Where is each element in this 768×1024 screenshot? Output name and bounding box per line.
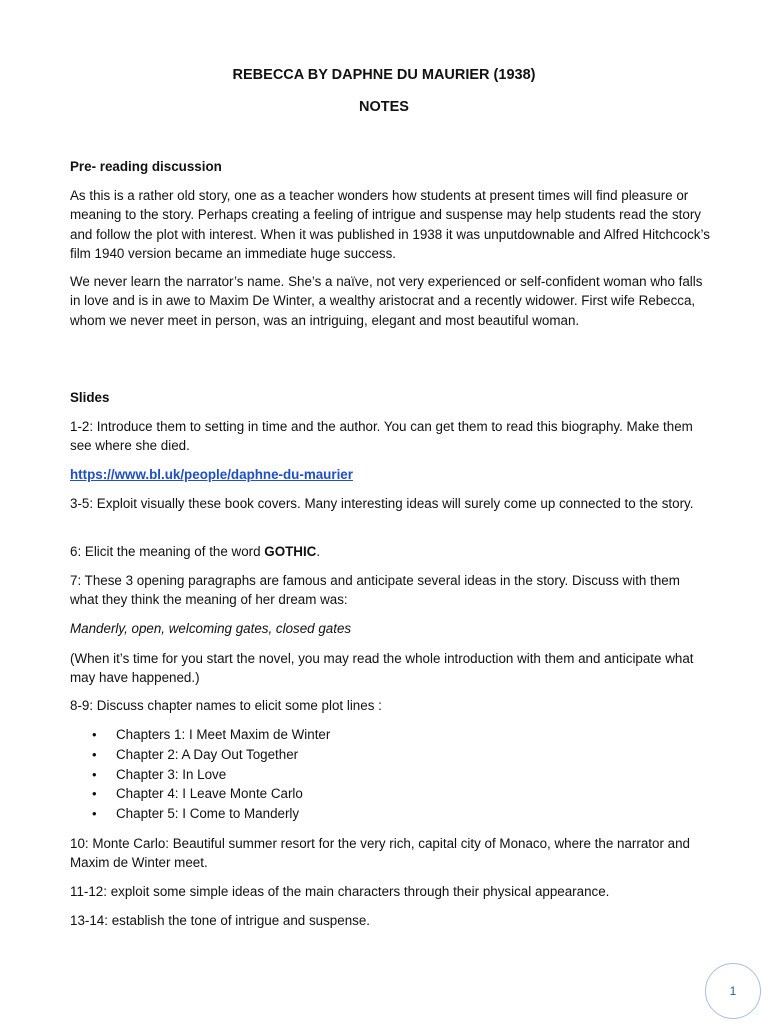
chapter-list	[70, 725, 710, 824]
slides-heading: Slides	[70, 390, 110, 405]
dream-words: Manderly, open, welcoming gates, closed gates	[70, 621, 352, 636]
paragraph-intro: As this is a rather old story, one as a teacher wonders how students at present times will find pleasure or meaning to the story. Perhaps creating a feeling of intrigue and suspense may help students read the story and follow the plot with interest. When it was published in 1938 it was unputdownable and Alfred Hitchcock’s film 1940 version became an immediate huge success.	[70, 188, 710, 261]
list-item: • Chapter 2: A Day Out Together	[70, 745, 710, 765]
biography-link-paragraph	[70, 465, 710, 484]
list-item: • Chapters 1: I Meet Maxim de Winter	[70, 725, 710, 745]
list-item: • Chapter 3: In Love	[70, 765, 710, 785]
bullet-icon: •	[92, 746, 97, 762]
slide-1-2-note: 1-2: Introduce them to setting in time and the author. You can get them to read this biography. Make them see where she died.	[70, 419, 693, 454]
list-item: • Chapter 4: I Leave Monte Carlo	[70, 784, 710, 804]
slide-7-note: 7: These 3 opening paragraphs are famous and anticipate several ideas in the story. Discuss with them what they think the meaning of her dream was:	[70, 573, 680, 608]
slide-6-prefix: 6: Elicit the meaning of the word	[70, 544, 265, 559]
pre-reading-heading: Pre- reading discussion	[70, 159, 222, 174]
bullet-icon: •	[92, 727, 97, 742]
slide-6-suffix: .	[316, 544, 321, 559]
gothic-term: GOTHIC	[264, 544, 317, 559]
document-subtitle: NOTES	[359, 99, 409, 115]
page-number-badge: 1	[705, 963, 761, 1019]
paragraph-narrator: We never learn the narrator’s name. She’s a naïve, not very experienced or self-confident woman who falls in love and is in awe to Maxim De Winter, a wealthy aristocrat and a recently widower. First wife Rebecca, whom we never meet in person, was an intriguing, elegant and most beautiful woman.	[70, 274, 703, 328]
slide-6-note	[70, 542, 710, 561]
list-item: • Chapter 5: I Come to Manderly	[70, 804, 710, 824]
bullet-icon: •	[92, 806, 97, 822]
document-title: REBECCA BY DAPHNE DU MAURIER (1938)	[232, 67, 536, 83]
slide-10-note: 10: Monte Carlo: Beautiful summer resort for the very rich, capital city of Monaco, where the narrator and Maxim de Winter meet.	[70, 836, 690, 871]
introduction-note: (When it’s time for you start the novel, you may read the whole introduction with them and anticipate what may have happened.)	[70, 651, 694, 686]
slide-8-9-note: 8-9: Discuss chapter names to elicit some plot lines :	[70, 698, 382, 713]
bullet-icon: •	[92, 766, 97, 782]
slide-11-12-note: 11-12: exploit some simple ideas of the main characters through their physical appearance.	[70, 884, 610, 899]
bullet-icon: •	[92, 786, 97, 802]
biography-link[interactable]: https://www.bl.uk/people/daphne-du-maurier	[70, 467, 353, 482]
slide-13-14-note: 13-14: establish the tone of intrigue and suspense.	[70, 913, 371, 928]
slide-3-5-note: 3-5: Exploit visually these book covers. Many interesting ideas will surely come up connected to the story.	[70, 496, 694, 511]
